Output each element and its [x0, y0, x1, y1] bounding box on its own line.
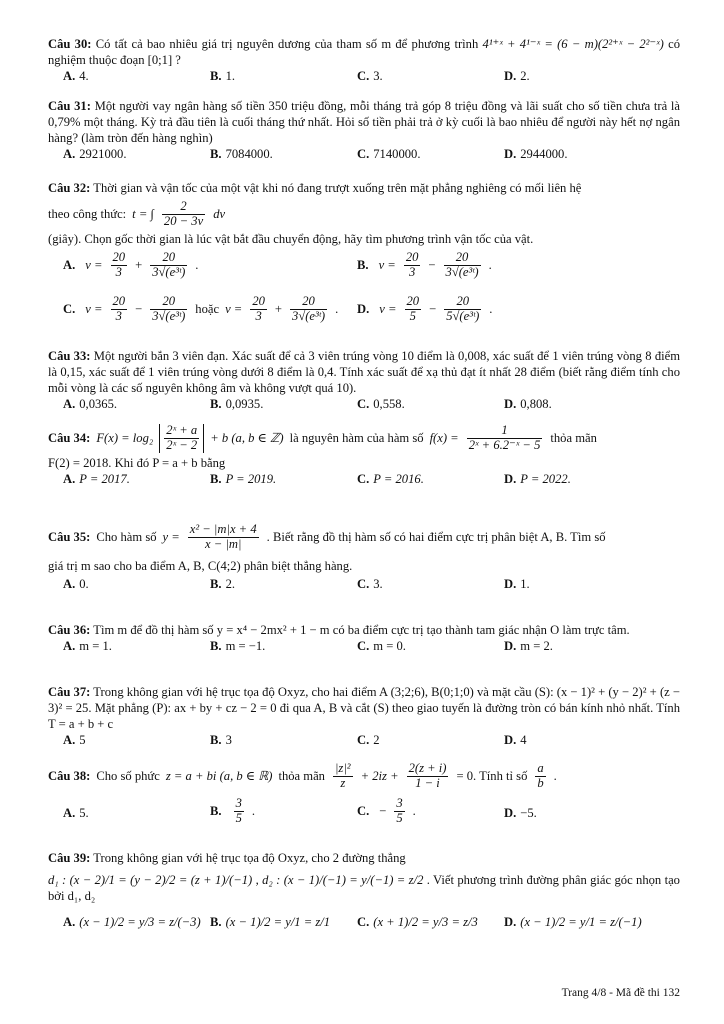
option-d[interactable]: D. 4 [504, 733, 527, 748]
question-label: Câu 39: [48, 851, 91, 865]
question-34-line2: F(2) = 2018. Khi đó P = a + b bằng [48, 455, 226, 470]
option-d[interactable]: D. 1. [504, 576, 530, 591]
option-d[interactable]: D. (x − 1)/2 = y/1 = z/(−1) [504, 915, 642, 930]
options [48, 396, 680, 414]
option-b[interactable]: B. 2. [210, 576, 236, 591]
option-b[interactable]: B. 7084000. [210, 147, 273, 162]
option-b[interactable]: B. 3 [210, 733, 232, 748]
option-d[interactable]: D. m = 2. [504, 639, 553, 654]
question-30 [48, 36, 680, 86]
option-c[interactable]: C. 3. [357, 576, 383, 591]
formula-tail: (giây). Chọn gốc thời gian là lúc vật bắt đầu chuyển động, hãy tìm phương trình vận tốc của vật. [48, 231, 534, 246]
options [48, 471, 680, 489]
option-d[interactable]: D. 2. [504, 69, 530, 84]
formula-line: theo công thức: t = ∫ $\frac{2}{20 - 3v}$ dv [48, 199, 226, 228]
option-b[interactable]: B. P = 2019. [210, 471, 277, 486]
question-35-stem: Câu 35: Cho hàm số y = $\frac{\text{x² − |m|x + 4}}{x - |m|}$ . Biết rằng đồ thị hàm số có hai điểm cực trị phân biệt A, B. Tìm số [48, 522, 606, 551]
question-33-stem [48, 348, 680, 396]
question-tail: có nghiệm thuộc đoạn [0;1] ? [48, 37, 680, 68]
option-d[interactable]: D. −5. [504, 805, 537, 820]
question-39-stem [48, 850, 680, 866]
question-label: Câu 33: [48, 349, 91, 363]
option-c[interactable]: C. 2 [357, 733, 380, 748]
option-a[interactable]: A. 2921000. [63, 147, 127, 162]
option-c[interactable]: C. 3. [357, 69, 383, 84]
question-31 [48, 98, 680, 164]
option-c[interactable]: C. (x + 1)/2 = y/3 = z/3 [357, 915, 478, 930]
question-label: Câu 38: [48, 769, 91, 784]
option-a[interactable]: A. 0. [63, 576, 89, 591]
question-text: Trong không gian với hệ trục tọa độ Oxyz, cho hai điểm A (3;2;6), B(0;1;0) và mặt cầu (S): (x − 1)² + (y − 2)² + (z − 3)² = 25. Mặt phẳng (P): ax + by + cz − 2 = 0 đi qua A, B và cắt (S) theo giao tuyến là đường tròn có bán kính nhỏ nhất. Tính T = a + b + c [48, 685, 680, 732]
option-c[interactable]: C. v = $\frac{20}{3}$ − $\frac{20}{\text{3√(e³ᵗ)}}$ hoặc v = $\frac{20}{3}$ + $\frac{20}{\text{3√(e³ᵗ)}}$ . [63, 293, 339, 323]
option-c[interactable]: C. − $\frac{3}{5}$ . [357, 795, 416, 825]
options [48, 732, 680, 750]
question-33 [48, 348, 680, 414]
question-tail: . Viết phương trình đường phân giác góc nhọn tạo bởi d₁, d₂ [48, 873, 680, 904]
question-label: Câu 30: [48, 37, 92, 51]
question-36-stem [48, 622, 680, 638]
option-a[interactable]: A. 5 [63, 733, 86, 748]
option-a[interactable]: A. 0,0365. [63, 397, 118, 412]
option-a[interactable]: A. P = 2017. [63, 471, 130, 486]
question-35 [48, 523, 680, 594]
integral-fraction: $\frac{2}{20 - 3v}$ [163, 199, 204, 228]
question-32-stem [48, 180, 680, 196]
question-label: Câu 37: [48, 685, 91, 699]
option-d[interactable]: D. 2944000. [504, 147, 568, 162]
option-d[interactable]: D. 0,808. [504, 397, 552, 412]
option-c[interactable]: C. m = 0. [357, 639, 406, 654]
option-a[interactable]: A. 4. [63, 69, 89, 84]
question-30-stem [48, 36, 680, 68]
option-c[interactable]: C. P = 2016. [357, 471, 424, 486]
option-c[interactable]: C. 7140000. [357, 147, 421, 162]
option-b[interactable]: B. m = −1. [210, 639, 266, 654]
question-37-stem [48, 684, 680, 732]
question-35-line2: giá trị m sao cho ba điểm A, B, C(4;2) phân biệt thẳng hàng. [48, 558, 353, 573]
question-label: Câu 31: [48, 99, 91, 113]
option-d[interactable]: D. P = 2022. [504, 471, 571, 486]
options [48, 914, 680, 932]
question-34-stem: Câu 34: F(x) = log₂ $\frac{\text{2ˣ + a}}{\text{2ˣ − 2}}$ + b (a, b ∈ ℤ) là nguyên hàm của hàm số f(x) = $\frac{1}{\text{2ˣ + 6.2⁻ˣ − 5}}$ thỏa mãn [48, 423, 597, 452]
equation: 4¹⁺ˣ + 4¹⁻ˣ = (6 − m)(2²⁺ˣ − 2²⁻ˣ) [482, 37, 664, 51]
options [48, 797, 680, 831]
options [48, 146, 680, 164]
question-32 [48, 180, 680, 339]
question-label: Câu 35: [48, 530, 91, 545]
question-label: Câu 32: [48, 181, 91, 195]
page-footer: Trang 4/8 - Mã đề thi 132 [561, 987, 680, 999]
line-equations: d₁ : (x − 2)/1 = (y − 2)/2 = (z + 1)/(−1) , d₂ : (x − 1)/(−1) = y/(−1) = z/2 [48, 873, 424, 888]
question-text: Trong không gian với hệ trục tọa độ Oxyz, cho 2 đường thẳng [93, 851, 406, 865]
question-text: Một người vay ngân hàng số tiền 350 triệu đồng, mỗi tháng trả góp 8 triệu đồng và lãi suất cho số tiền chưa trả là 0,79% một tháng. Kỳ trả đầu tiên là cuối tháng thứ nhất. Hỏi số tiền phải trả ở kỳ cuối là bao nhiêu để người này hết nợ ngân hàng? (làm tròn đến hàng nghìn) [48, 99, 680, 146]
option-b[interactable]: B. 0,0935. [210, 397, 264, 412]
option-c[interactable]: C. 0,558. [357, 397, 405, 412]
option-a[interactable]: A. (x − 1)/2 = y/3 = z/(−3) [63, 915, 201, 930]
question-text: Thời gian và vận tốc của một vật khi nó đang trượt xuống trên mặt phẳng nghiêng có mối liên hệ [93, 181, 582, 195]
question-39-lines [48, 872, 680, 904]
question-text: Có tất cả bao nhiêu giá trị nguyên dương của tham số m để phương trình [95, 37, 479, 51]
question-label: Câu 36: [48, 623, 91, 637]
option-b[interactable]: B. (x − 1)/2 = y/1 = z/1 [210, 915, 331, 930]
option-b[interactable]: B. 1. [210, 69, 236, 84]
question-36 [48, 622, 680, 656]
question-text: Tìm m để đồ thị hàm số y = x⁴ − 2mx² + 1 − m có ba điểm cực trị tạo thành tam giác nhận O làm trực tâm. [93, 623, 630, 637]
question-38-stem: Câu 38: Cho số phức z = a + bi (a, b ∈ ℝ) thỏa mãn $\frac{\text{|z|²}}{z}$ + 2iz + $\frac{2(z + i)}{1 - i}$ = 0. Tính tỉ số $\frac{a}{b}$ . [48, 761, 557, 790]
question-39 [48, 850, 680, 932]
options [48, 576, 680, 594]
question-label: Câu 34: [48, 431, 91, 446]
question-34 [48, 424, 680, 489]
option-a[interactable]: A. m = 1. [63, 639, 112, 654]
options [48, 68, 680, 86]
option-d[interactable]: D. v = $\frac{20}{5}$ − $\frac{20}{\text{5√(e³ᵗ)}}$ . [357, 293, 493, 323]
options [48, 638, 680, 656]
option-a[interactable]: A. v = $\frac{20}{3}$ + $\frac{20}{\text{3√(e³ᵗ)}}$ . [63, 249, 199, 279]
option-b[interactable]: B. v = $\frac{20}{3}$ − $\frac{20}{\text{3√(e³ᵗ)}}$ . [357, 249, 492, 279]
option-b[interactable]: B. $\frac{3}{5}$ . [210, 795, 256, 825]
question-31-stem [48, 98, 680, 146]
question-37 [48, 684, 680, 750]
question-38 [48, 762, 680, 831]
options [48, 251, 680, 339]
option-a[interactable]: A. 5. [63, 805, 89, 820]
question-text: Một người bắn 3 viên đạn. Xác suất để cả 3 viên trúng vòng 10 điểm là 0,008, xác suất để 1 viên trúng vòng 8 điểm là 0,15, xác suất để 1 viên trúng vòng dưới 8 điểm là 0,4. Tính xác suất để xạ thủ đạt ít nhất 28 điểm (biết rằng điểm tính cho mỗi vòng là các số nguyên không âm và không vượt quá 10). [48, 349, 680, 396]
